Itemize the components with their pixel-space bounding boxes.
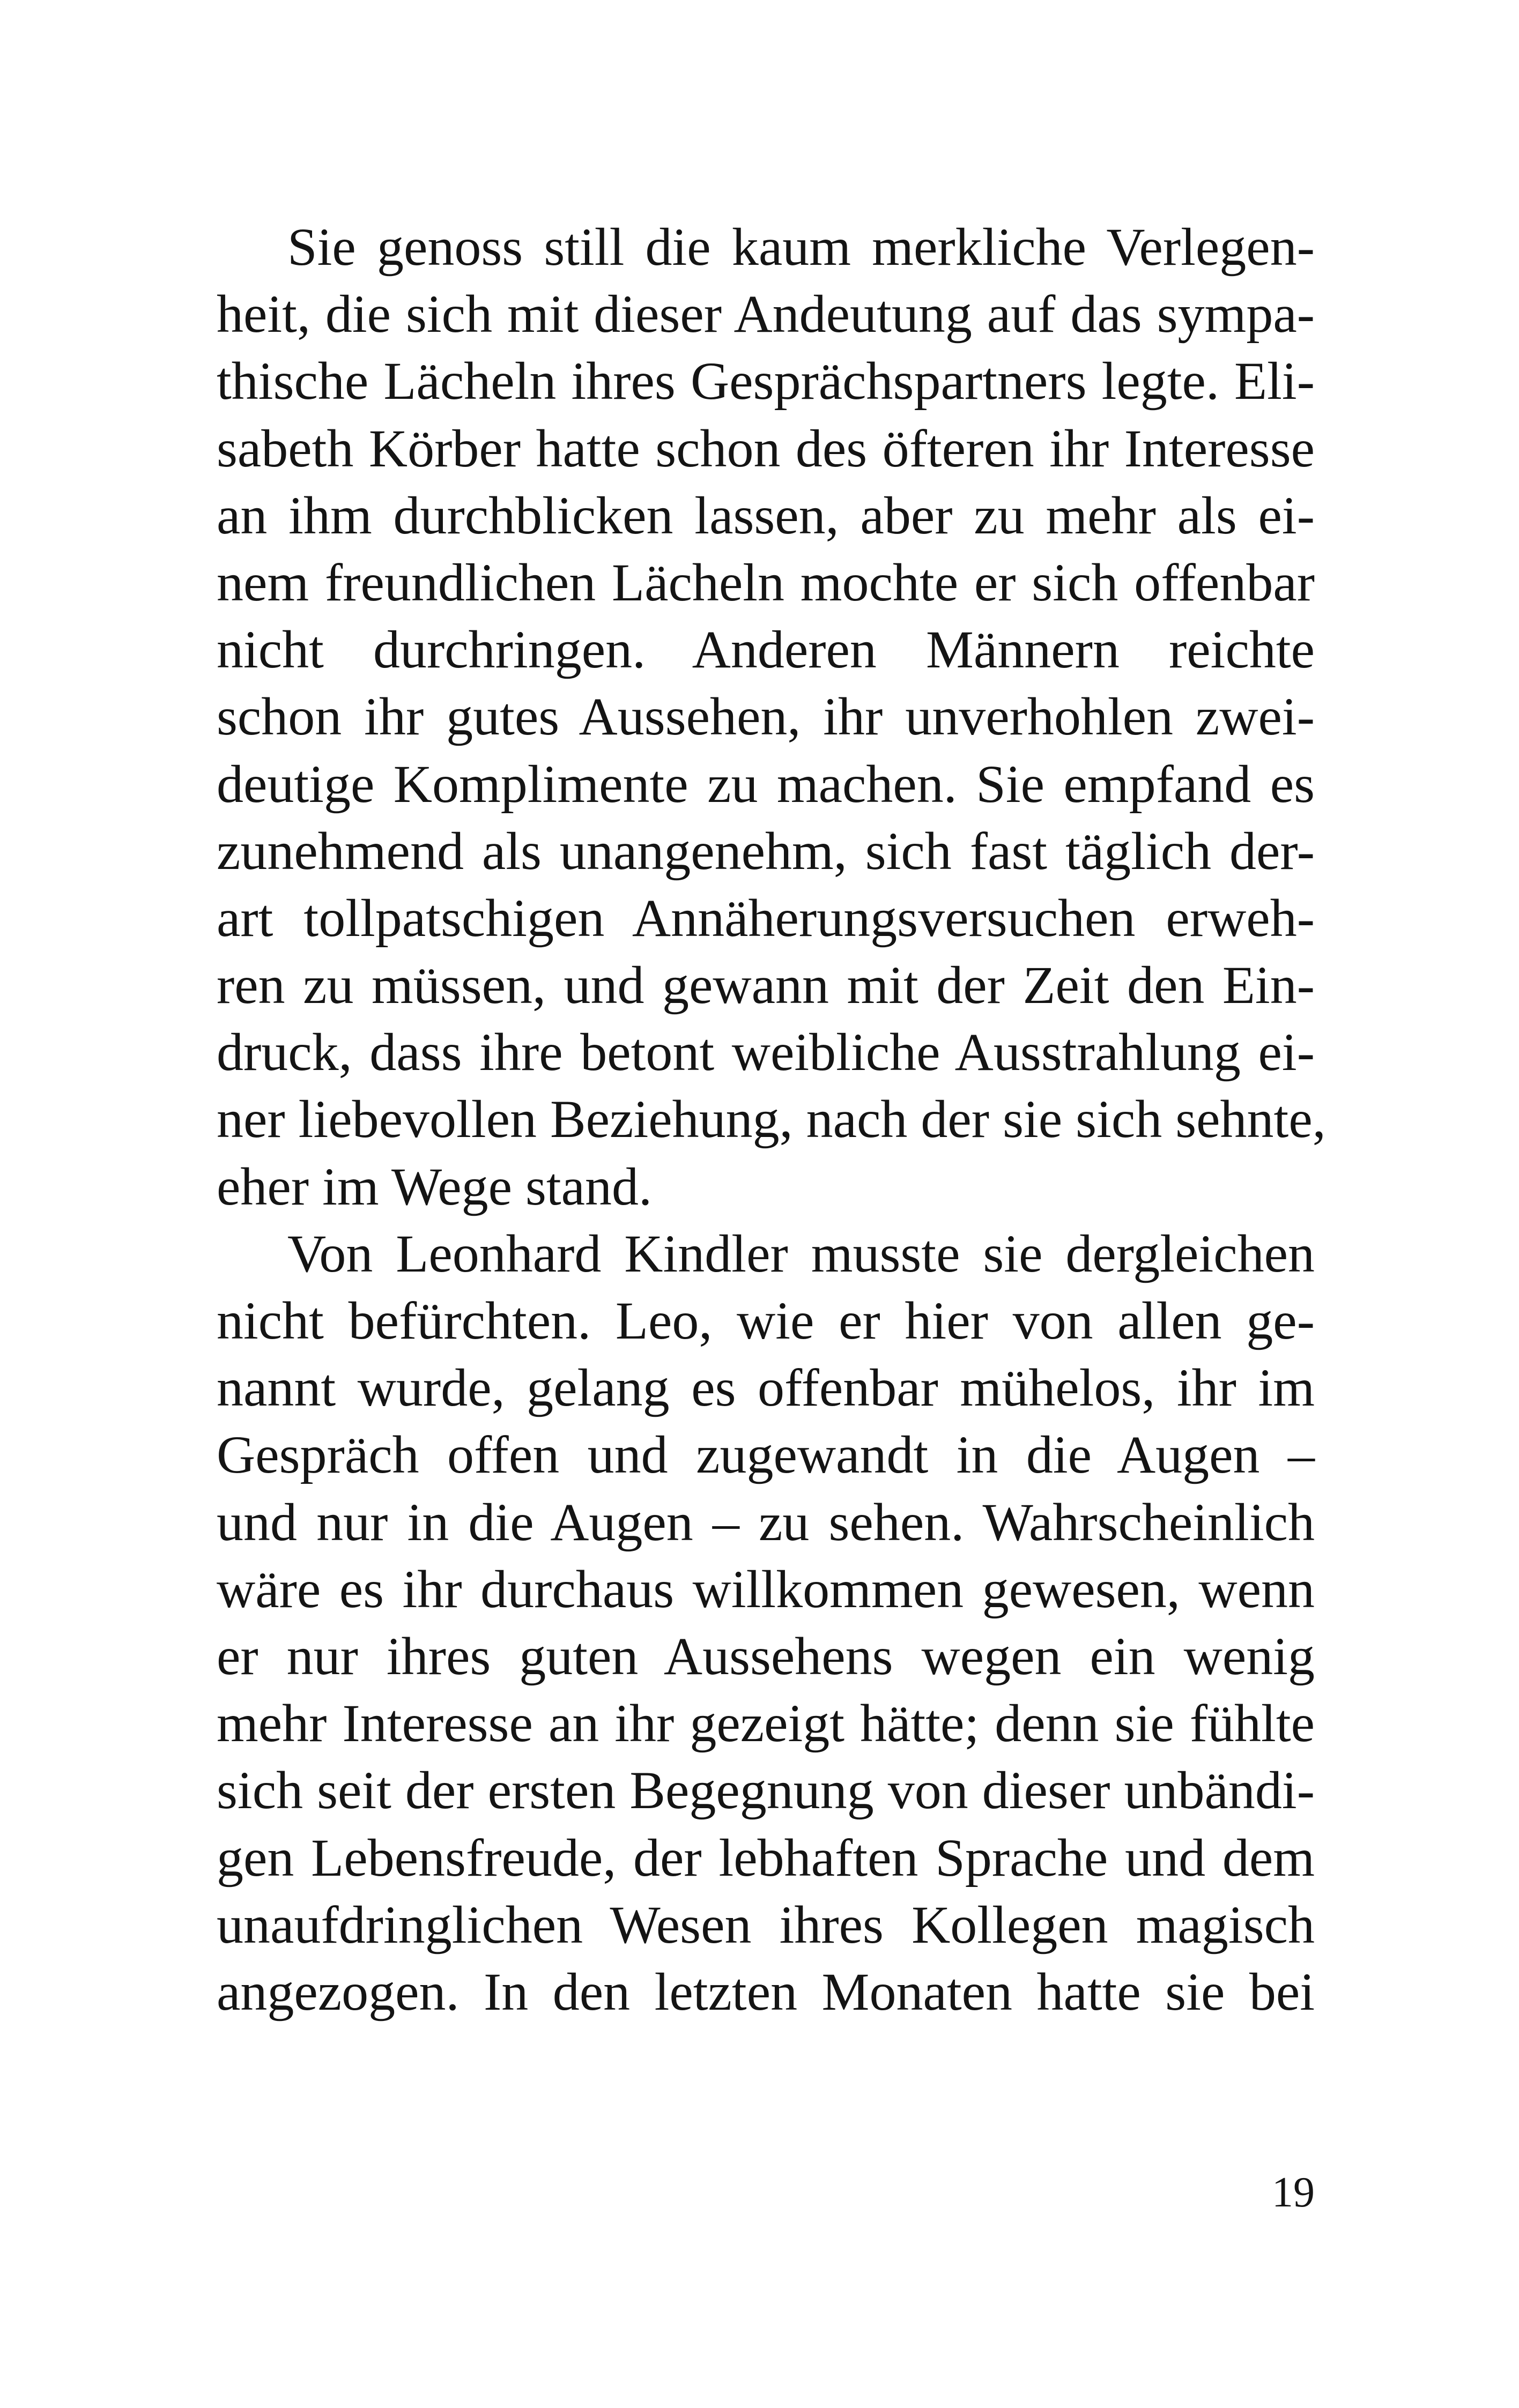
text-line: Sie genoss still die kaum merkliche Verlegen- [287,217,1315,277]
text-line: gen Lebensfreude, der lebhaften Sprache und dem [217,1827,1315,1887]
text-line: nannt wurde, gelang es offenbar mühelos, ihr im [217,1358,1315,1418]
body-text [217,213,1326,2025]
text-line: unaufdringlichen Wesen ihres Kollegen magisch [217,1894,1315,1954]
text-line: eher im Wege stand. [217,1156,653,1216]
text-line: sabeth Körber hatte schon des öfteren ihr Interesse [217,418,1315,478]
text-line: wäre es ihr durchaus willkommen gewesen, wenn [217,1559,1315,1619]
text-line: Gespräch offen und zugewandt in die Augen – [217,1425,1315,1485]
text-line: schon ihr gutes Aussehen, ihr unverhohlen zwei- [217,687,1315,747]
text-line: heit, die sich mit dieser Andeutung auf das sympa- [217,284,1315,344]
text-line: ren zu müssen, und gewann mit der Zeit den Ein- [217,955,1315,1015]
text-line: an ihm durchblicken lassen, aber zu mehr als ei- [217,485,1315,545]
text-line: Von Leonhard Kindler musste sie dergleichen [287,1223,1315,1283]
text-line: und nur in die Augen – zu sehen. Wahrscheinlich [217,1492,1315,1552]
page-number: 19 [1272,2169,1315,2216]
text-line: nicht durchringen. Anderen Männern reichte [217,620,1315,680]
text-line: deutige Komplimente zu machen. Sie empfand es [217,754,1315,814]
text-line: ner liebevollen Beziehung, nach der sie sich sehnte, [217,1089,1326,1149]
text-line: nicht befürchten. Leo, wie er hier von allen ge- [217,1291,1315,1350]
text-line: art tollpatschigen Annäherungsversuchen erweh- [217,888,1315,948]
text-line: sich seit der ersten Begegnung von dieser unbändi- [217,1760,1315,1820]
text-line: thische Lächeln ihres Gesprächspartners legte. Eli- [217,351,1315,411]
text-line: angezogen. In den letzten Monaten hatte sie bei [217,1961,1315,2021]
text-line: er nur ihres guten Aussehens wegen ein wenig [217,1626,1315,1686]
text-line: druck, dass ihre betont weibliche Ausstrahlung ei- [217,1022,1315,1082]
text-line: mehr Interesse an ihr gezeigt hätte; denn sie fühlte [217,1693,1315,1753]
text-line: zunehmend als unangenehm, sich fast täglich der- [217,821,1315,881]
text-line: nem freundlichen Lächeln mochte er sich offenbar [217,552,1315,612]
